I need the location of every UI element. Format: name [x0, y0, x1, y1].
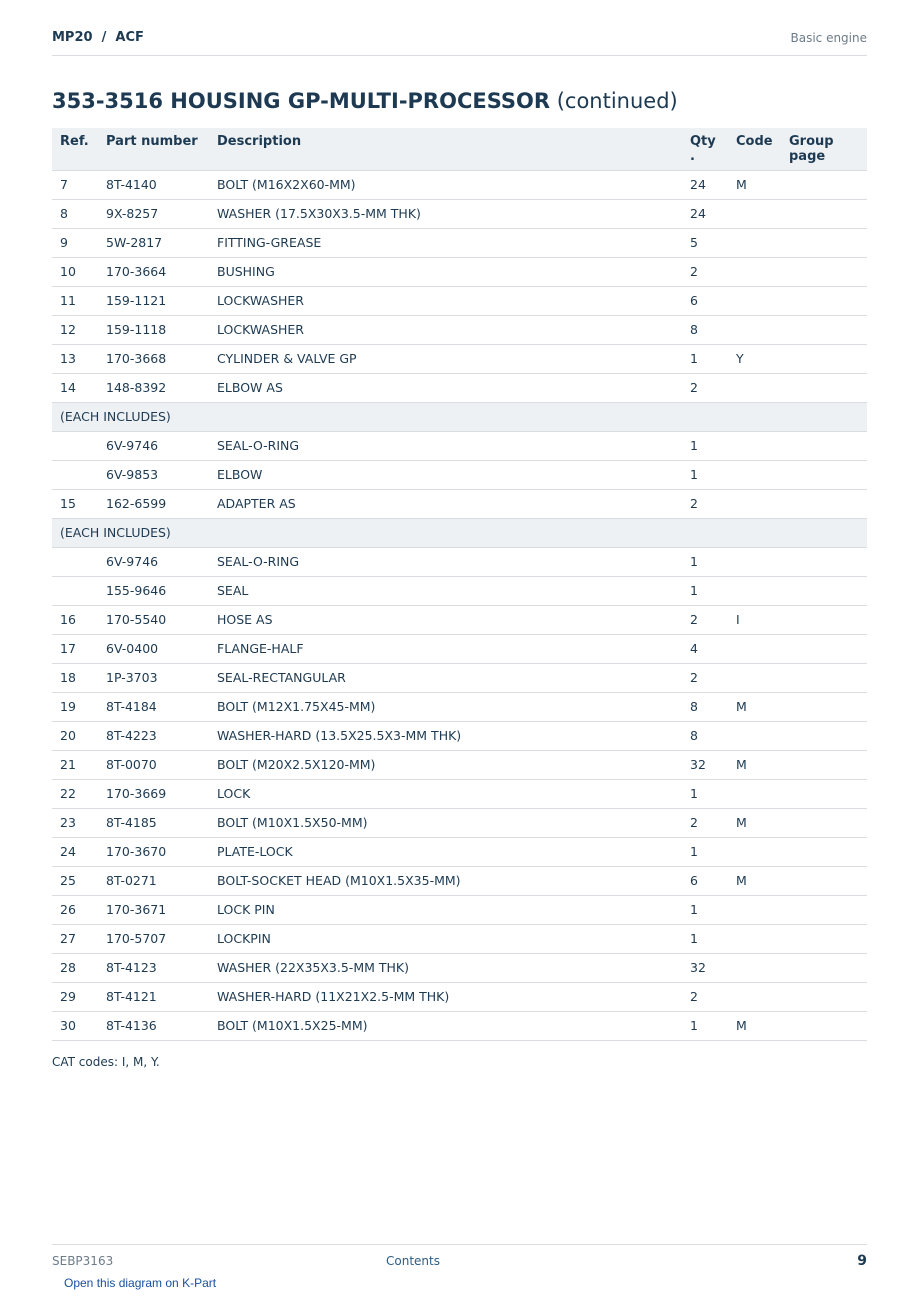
part-number-cell: 6V-0400 [98, 634, 209, 663]
description-cell: BOLT (M16X2X60-MM) [209, 170, 682, 199]
column-header-ref: Ref. [52, 128, 98, 170]
table-row [52, 924, 867, 953]
code-cell [728, 779, 781, 808]
qty-cell: 8 [682, 315, 728, 344]
qty-cell: 32 [682, 750, 728, 779]
table-row [52, 170, 867, 199]
qty-cell: 2 [682, 373, 728, 402]
table-row [52, 605, 867, 634]
description-cell: SEAL-O-RING [209, 431, 682, 460]
qty-cell: 1 [682, 576, 728, 605]
part-number-cell: 8T-4136 [98, 1011, 209, 1040]
description-cell: WASHER (22X35X3.5-MM THK) [209, 953, 682, 982]
ref-cell: 28 [52, 953, 98, 982]
table-row [52, 257, 867, 286]
code-cell [728, 953, 781, 982]
table-row [52, 634, 867, 663]
description-cell: SEAL [209, 576, 682, 605]
qty-cell: 24 [682, 170, 728, 199]
group-page-cell [781, 837, 867, 866]
description-cell: SEAL-RECTANGULAR [209, 663, 682, 692]
group-page-cell [781, 344, 867, 373]
table-row [52, 547, 867, 576]
qty-cell: 6 [682, 286, 728, 315]
table-row [52, 315, 867, 344]
ref-cell [52, 460, 98, 489]
group-page-cell [781, 692, 867, 721]
table-row [52, 460, 867, 489]
qty-cell: 1 [682, 779, 728, 808]
part-number-cell: 170-3669 [98, 779, 209, 808]
group-page-cell [781, 1011, 867, 1040]
part-number-cell: 170-5707 [98, 924, 209, 953]
qty-cell: 1 [682, 837, 728, 866]
group-page-cell [781, 257, 867, 286]
ref-cell [52, 431, 98, 460]
table-row [52, 344, 867, 373]
code-cell [728, 257, 781, 286]
includes-row [52, 518, 867, 547]
part-number-cell: 8T-0070 [98, 750, 209, 779]
part-number-cell: 9X-8257 [98, 199, 209, 228]
description-cell: BOLT (M12X1.75X45-MM) [209, 692, 682, 721]
ref-cell: 12 [52, 315, 98, 344]
table-row [52, 576, 867, 605]
description-cell: BOLT (M10X1.5X50-MM) [209, 808, 682, 837]
column-header-group-page: Group page [781, 128, 867, 170]
qty-cell: 1 [682, 460, 728, 489]
code-cell [728, 837, 781, 866]
qty-cell: 2 [682, 605, 728, 634]
code-cell [728, 721, 781, 750]
part-number-cell: 148-8392 [98, 373, 209, 402]
qty-cell: 1 [682, 547, 728, 576]
group-page-cell [781, 228, 867, 257]
group-page-cell [781, 895, 867, 924]
page-title-suffix: (continued) [550, 89, 678, 113]
description-cell: ELBOW AS [209, 373, 682, 402]
group-page-cell [781, 721, 867, 750]
table-row [52, 808, 867, 837]
group-page-cell [781, 199, 867, 228]
part-number-cell: 6V-9853 [98, 460, 209, 489]
includes-row [52, 402, 867, 431]
column-header-part-number: Part number [98, 128, 209, 170]
ref-cell: 13 [52, 344, 98, 373]
ref-cell: 24 [52, 837, 98, 866]
qty-cell: 1 [682, 1011, 728, 1040]
ref-cell: 10 [52, 257, 98, 286]
description-cell: FLANGE-HALF [209, 634, 682, 663]
group-page-cell [781, 924, 867, 953]
part-number-cell: 8T-0271 [98, 866, 209, 895]
group-page-cell [781, 170, 867, 199]
part-number-cell: 170-3671 [98, 895, 209, 924]
table-row [52, 431, 867, 460]
code-cell [728, 924, 781, 953]
table-row [52, 228, 867, 257]
part-number-cell: 162-6599 [98, 489, 209, 518]
ref-cell: 7 [52, 170, 98, 199]
page-header [52, 28, 867, 56]
group-page-cell [781, 634, 867, 663]
page-title [52, 89, 678, 113]
table-row [52, 286, 867, 315]
description-cell: SEAL-O-RING [209, 547, 682, 576]
code-cell: M [728, 1011, 781, 1040]
group-page-cell [781, 953, 867, 982]
column-header-code: Code [728, 128, 781, 170]
code-cell [728, 576, 781, 605]
qty-cell: 24 [682, 199, 728, 228]
group-page-cell [781, 663, 867, 692]
code-cell [728, 634, 781, 663]
qty-cell: 1 [682, 344, 728, 373]
ref-cell: 9 [52, 228, 98, 257]
part-number-cell: 159-1118 [98, 315, 209, 344]
code-cell [728, 228, 781, 257]
table-row [52, 721, 867, 750]
code-cell [728, 982, 781, 1011]
description-cell: CYLINDER & VALVE GP [209, 344, 682, 373]
cat-codes-note: CAT codes: I, M, Y. [52, 1055, 160, 1069]
table-row [52, 1011, 867, 1040]
description-cell: HOSE AS [209, 605, 682, 634]
description-cell: WASHER-HARD (11X21X2.5-MM THK) [209, 982, 682, 1011]
ref-cell: 16 [52, 605, 98, 634]
table-row [52, 953, 867, 982]
table-row [52, 373, 867, 402]
part-number-cell: 8T-4140 [98, 170, 209, 199]
qty-cell: 2 [682, 489, 728, 518]
code-cell [728, 895, 781, 924]
part-number-cell: 1P-3703 [98, 663, 209, 692]
qty-cell: 32 [682, 953, 728, 982]
ref-cell: 23 [52, 808, 98, 837]
group-page-cell [781, 750, 867, 779]
qty-cell: 1 [682, 431, 728, 460]
part-number-cell: 6V-9746 [98, 431, 209, 460]
group-page-cell [781, 547, 867, 576]
part-number-cell: 8T-4185 [98, 808, 209, 837]
description-cell: LOCK PIN [209, 895, 682, 924]
ref-cell: 15 [52, 489, 98, 518]
ref-cell: 14 [52, 373, 98, 402]
description-cell: WASHER (17.5X30X3.5-MM THK) [209, 199, 682, 228]
part-number-cell: 8T-4121 [98, 982, 209, 1011]
description-cell: WASHER-HARD (13.5X25.5X3-MM THK) [209, 721, 682, 750]
part-number-cell: 5W-2817 [98, 228, 209, 257]
ref-cell: 19 [52, 692, 98, 721]
ref-cell: 20 [52, 721, 98, 750]
code-cell: M [728, 170, 781, 199]
part-number-cell: 170-3668 [98, 344, 209, 373]
group-page-cell [781, 431, 867, 460]
ref-cell: 11 [52, 286, 98, 315]
table-row [52, 692, 867, 721]
code-cell: Y [728, 344, 781, 373]
document-id: SEBP3163 [52, 1254, 114, 1268]
page-title-main: 353-3516 HOUSING GP-MULTI-PROCESSOR [52, 89, 551, 113]
qty-cell: 2 [682, 808, 728, 837]
description-cell: BUSHING [209, 257, 682, 286]
description-cell: LOCKWASHER [209, 286, 682, 315]
includes-label: (EACH INCLUDES) [52, 402, 867, 431]
code-cell [728, 547, 781, 576]
description-cell: ELBOW [209, 460, 682, 489]
description-cell: LOCKPIN [209, 924, 682, 953]
code-cell [728, 286, 781, 315]
table-row [52, 663, 867, 692]
open-diagram-kpart-link[interactable]: Open this diagram on K-Part [64, 1276, 217, 1290]
group-page-cell [781, 982, 867, 1011]
table-header-row [52, 128, 867, 170]
group-page-cell [781, 576, 867, 605]
code-cell [728, 315, 781, 344]
table-row [52, 750, 867, 779]
description-cell: LOCK [209, 779, 682, 808]
qty-cell: 8 [682, 721, 728, 750]
group-page-cell [781, 779, 867, 808]
description-cell: BOLT (M10X1.5X25-MM) [209, 1011, 682, 1040]
part-number-cell: 8T-4184 [98, 692, 209, 721]
page-number: 9 [857, 1253, 867, 1269]
includes-label: (EACH INCLUDES) [52, 518, 867, 547]
group-page-cell [781, 286, 867, 315]
ref-cell [52, 547, 98, 576]
part-number-cell: 170-3670 [98, 837, 209, 866]
code-cell: M [728, 866, 781, 895]
part-number-cell: 155-9646 [98, 576, 209, 605]
column-header-description: Description [209, 128, 682, 170]
part-number-cell: 159-1121 [98, 286, 209, 315]
description-cell: LOCKWASHER [209, 315, 682, 344]
contents-link[interactable]: Contents [386, 1254, 440, 1268]
breadcrumb: MP20 / ACF [52, 30, 144, 45]
page-footer [52, 1244, 867, 1275]
group-page-cell [781, 489, 867, 518]
qty-cell: 2 [682, 257, 728, 286]
code-cell [728, 460, 781, 489]
description-cell: FITTING-GREASE [209, 228, 682, 257]
table-row [52, 866, 867, 895]
part-number-cell: 8T-4123 [98, 953, 209, 982]
code-cell [728, 663, 781, 692]
qty-cell: 1 [682, 924, 728, 953]
qty-cell: 1 [682, 895, 728, 924]
ref-cell: 30 [52, 1011, 98, 1040]
group-page-cell [781, 373, 867, 402]
parts-table-body [52, 170, 867, 1040]
qty-cell: 8 [682, 692, 728, 721]
table-row [52, 199, 867, 228]
ref-cell: 8 [52, 199, 98, 228]
code-cell [728, 489, 781, 518]
group-page-cell [781, 460, 867, 489]
table-row [52, 982, 867, 1011]
ref-cell: 18 [52, 663, 98, 692]
group-page-cell [781, 866, 867, 895]
qty-cell: 4 [682, 634, 728, 663]
section-label: Basic engine [790, 31, 867, 45]
table-row [52, 779, 867, 808]
column-header-qty: Qty . [682, 128, 728, 170]
code-cell: M [728, 750, 781, 779]
qty-cell: 5 [682, 228, 728, 257]
group-page-cell [781, 605, 867, 634]
ref-cell: 26 [52, 895, 98, 924]
part-number-cell: 170-3664 [98, 257, 209, 286]
code-cell [728, 373, 781, 402]
qty-cell: 2 [682, 663, 728, 692]
ref-cell [52, 576, 98, 605]
part-number-cell: 170-5540 [98, 605, 209, 634]
ref-cell: 22 [52, 779, 98, 808]
part-number-cell: 8T-4223 [98, 721, 209, 750]
code-cell: M [728, 808, 781, 837]
ref-cell: 17 [52, 634, 98, 663]
part-number-cell: 6V-9746 [98, 547, 209, 576]
description-cell: PLATE-LOCK [209, 837, 682, 866]
table-row [52, 489, 867, 518]
table-row [52, 895, 867, 924]
code-cell: M [728, 692, 781, 721]
code-cell [728, 199, 781, 228]
qty-cell: 2 [682, 982, 728, 1011]
parts-table [52, 128, 867, 1041]
group-page-cell [781, 808, 867, 837]
description-cell: ADAPTER AS [209, 489, 682, 518]
qty-cell: 6 [682, 866, 728, 895]
description-cell: BOLT-SOCKET HEAD (M10X1.5X35-MM) [209, 866, 682, 895]
ref-cell: 25 [52, 866, 98, 895]
ref-cell: 27 [52, 924, 98, 953]
table-row [52, 837, 867, 866]
description-cell: BOLT (M20X2.5X120-MM) [209, 750, 682, 779]
ref-cell: 21 [52, 750, 98, 779]
code-cell [728, 431, 781, 460]
group-page-cell [781, 315, 867, 344]
ref-cell: 29 [52, 982, 98, 1011]
code-cell: I [728, 605, 781, 634]
